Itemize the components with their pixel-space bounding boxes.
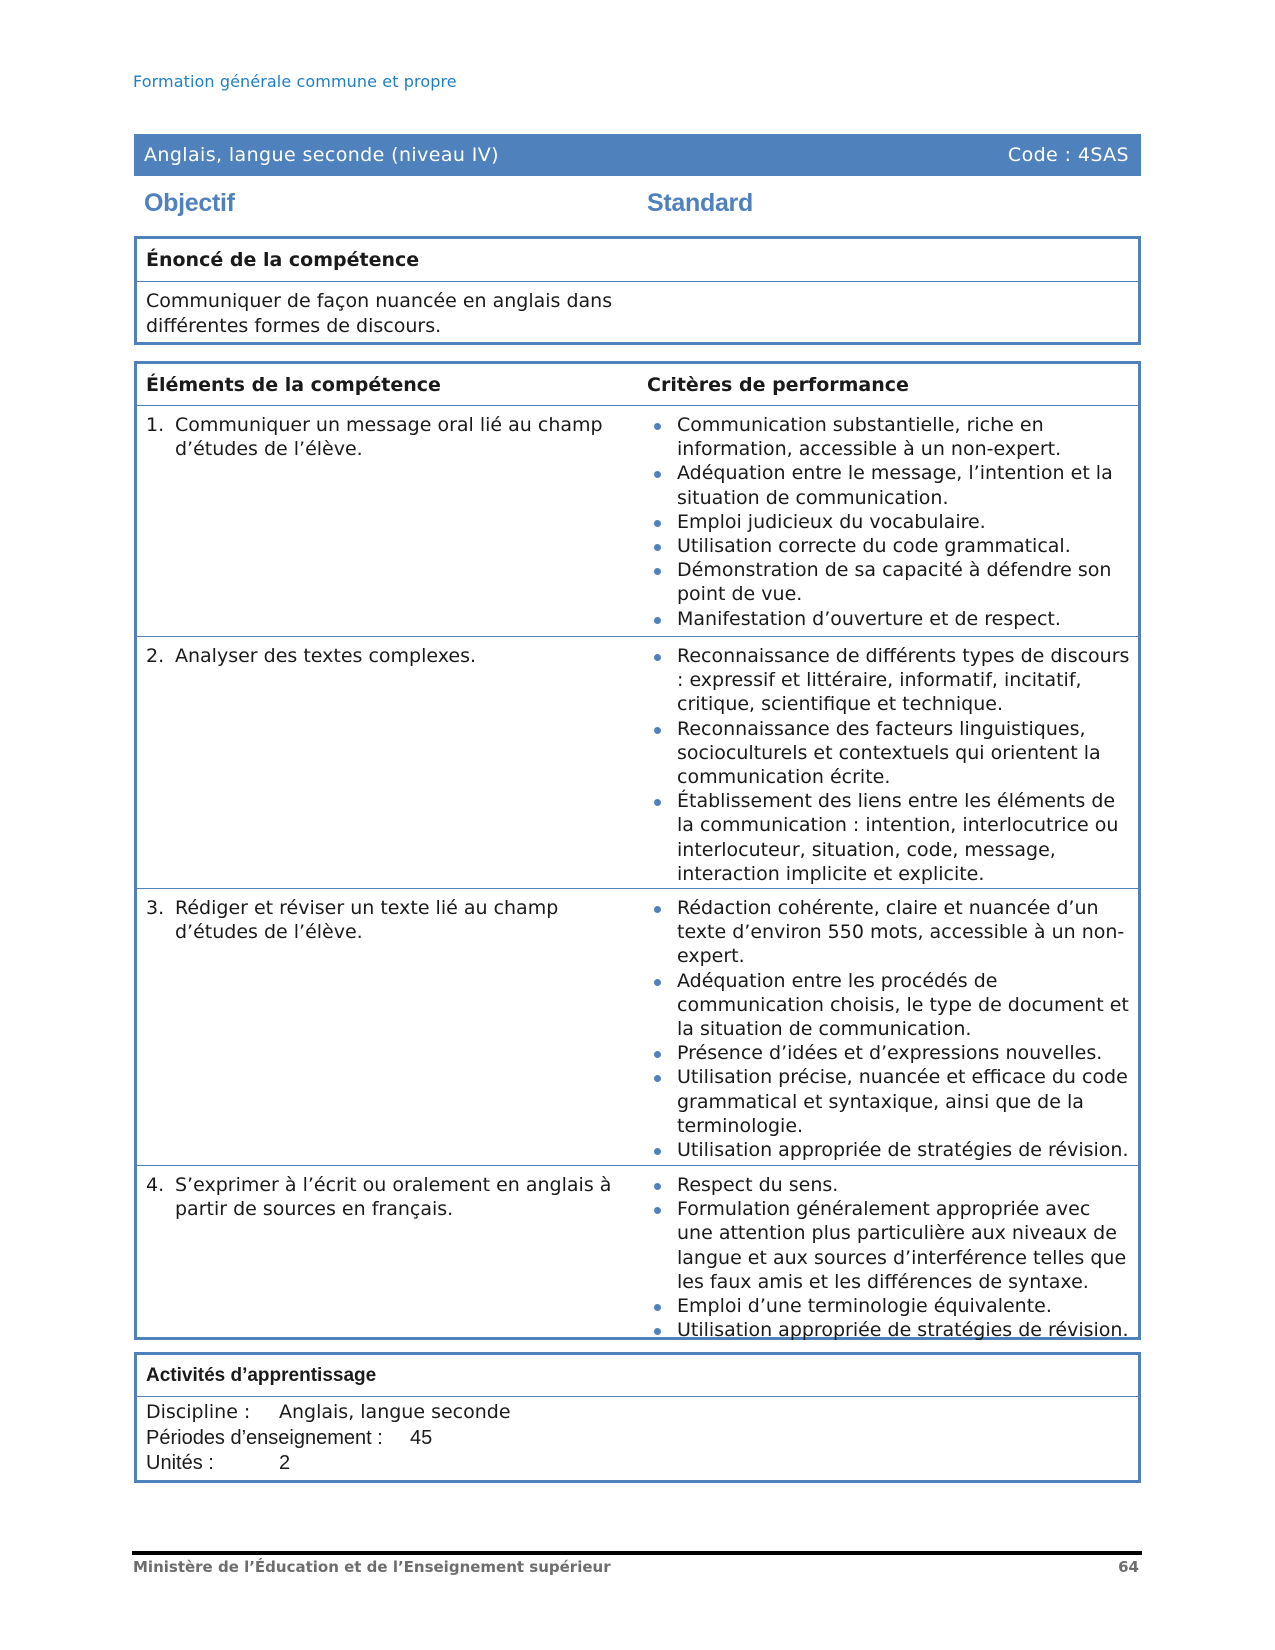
element-text: Communiquer un message oral lié au champ d’études de l’élève. [175, 414, 603, 460]
enonce-text: Communiquer de façon nuancée en anglais dans différentes formes de discours. [146, 290, 613, 337]
footer-rule [132, 1551, 1142, 1555]
course-title: Anglais, langue seconde (niveau IV) [144, 144, 499, 166]
bullet-icon [654, 1148, 661, 1155]
element-number: 3. [146, 897, 165, 919]
list-item: Reconnaissance de différents types de discours : expressif et littéraire, informatif, incitatif, critique, scientifique et technique. [638, 644, 1132, 717]
unites-line [146, 1451, 1129, 1477]
table-row [137, 1166, 1138, 1342]
unites-label: Unités : [146, 1452, 214, 1474]
bullet-icon [654, 1207, 661, 1214]
elements-header: Éléments de la compétence [146, 373, 441, 396]
bullet-icon [654, 1051, 661, 1058]
bullet-icon [654, 617, 661, 624]
list-item: Présence d’idées et d’expressions nouvelles. [638, 1041, 1132, 1065]
criteria-list [638, 637, 1138, 888]
list-item: Adéquation entre les procédés de communication choisis, le type de document et la situation de communication. [638, 969, 1132, 1042]
bullet-icon [654, 568, 661, 575]
criteria-list [638, 1166, 1138, 1342]
discipline-label: Discipline : [146, 1401, 251, 1423]
bullet-icon [654, 654, 661, 661]
course-title-bar [134, 134, 1141, 176]
element-text: S’exprimer à l’écrit ou oralement en anglais à partir de sources en français. [175, 1174, 612, 1220]
discipline-value: Anglais, langue seconde [279, 1401, 511, 1423]
element-number: 4. [146, 1174, 165, 1196]
list-item: Respect du sens. [638, 1173, 1132, 1197]
list-item: Manifestation d’ouverture et de respect. [638, 607, 1132, 631]
course-code: Code : 4SAS [1007, 144, 1129, 166]
criteria-list [638, 406, 1138, 636]
list-item: Utilisation appropriée de stratégies de révision. [638, 1318, 1132, 1342]
bullet-icon [654, 906, 661, 913]
bullet-icon [654, 1328, 661, 1335]
unites-value: 2 [279, 1452, 291, 1474]
list-item: Reconnaissance des facteurs linguistiques, socioculturels et contextuels qui orientent la communication écrite. [638, 717, 1132, 790]
bullet-icon [654, 544, 661, 551]
bullet-icon [654, 471, 661, 478]
list-item: Utilisation précise, nuancée et efficace du code grammatical et syntaxique, ainsi que de la terminologie. [638, 1065, 1132, 1138]
list-item: Utilisation correcte du code grammatical. [638, 534, 1132, 558]
bullet-icon [654, 727, 661, 734]
periodes-value: 45 [410, 1426, 433, 1449]
list-item: Adéquation entre le message, l’intention et la situation de communication. [638, 461, 1132, 509]
list-item: Rédaction cohérente, claire et nuancée d’un texte d’environ 550 mots, accessible à un non-expert. [638, 896, 1132, 969]
periodes-label: Périodes d’enseignement : [146, 1426, 383, 1449]
bullet-icon [654, 979, 661, 986]
enonce-box [134, 236, 1141, 345]
running-head: Formation générale commune et propre [133, 72, 457, 91]
bullet-icon [654, 1304, 661, 1311]
objectif-heading: Objectif [144, 189, 235, 217]
periodes-line [146, 1426, 1129, 1452]
list-item: Emploi d’une terminologie équivalente. [638, 1294, 1132, 1318]
enonce-heading: Énoncé de la compétence [137, 239, 1138, 282]
element-text: Rédiger et réviser un texte lié au champ d’études de l’élève. [175, 897, 559, 943]
bullet-icon [654, 520, 661, 527]
activites-heading: Activités d’apprentissage [137, 1355, 1138, 1397]
element-number: 2. [146, 645, 165, 667]
list-item: Emploi judicieux du vocabulaire. [638, 510, 1132, 534]
bullet-icon [654, 1183, 661, 1190]
competence-table [134, 361, 1141, 1340]
discipline-line [146, 1400, 1129, 1426]
criteres-header: Critères de performance [647, 373, 909, 396]
bullet-icon [654, 799, 661, 806]
list-item: Formulation généralement appropriée avec une attention plus particulière aux niveaux de langue et aux sources d’interférence telles que les faux amis et les différences de syntaxe. [638, 1197, 1132, 1294]
list-item: Établissement des liens entre les éléments de la communication : intention, interlocutrice ou interlocuteur, situation, code, message, interaction implicite et explicite. [638, 789, 1132, 886]
activites-box [134, 1352, 1141, 1483]
bullet-icon [654, 423, 661, 430]
table-row [137, 637, 1138, 889]
page-number: 64 [1118, 1558, 1139, 1576]
standard-heading: Standard [647, 189, 753, 217]
list-item: Utilisation appropriée de stratégies de révision. [638, 1138, 1132, 1162]
table-row [137, 406, 1138, 637]
list-item: Communication substantielle, riche en information, accessible à un non-expert. [638, 413, 1132, 461]
table-row [137, 889, 1138, 1166]
table-header-row [137, 364, 1138, 406]
bullet-icon [654, 1075, 661, 1082]
footer-publisher: Ministère de l’Éducation et de l’Enseignement supérieur [133, 1558, 611, 1576]
element-text: Analyser des textes complexes. [175, 645, 477, 667]
column-headings [144, 189, 1144, 221]
element-number: 1. [146, 414, 165, 436]
criteria-list [638, 889, 1138, 1165]
list-item: Démonstration de sa capacité à défendre son point de vue. [638, 558, 1132, 606]
